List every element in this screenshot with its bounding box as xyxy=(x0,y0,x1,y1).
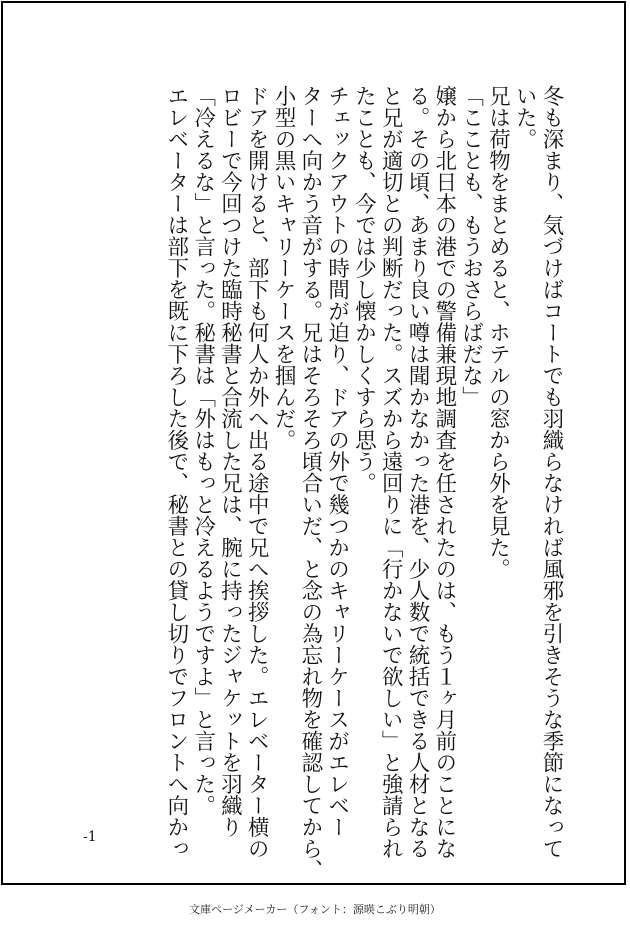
text-line: 小型の黒いキャリーケースを掴んだ。 xyxy=(271,85,297,451)
text-line: ドアを開けると、部下も何人か外へ出る途中で兄へ挨拶した。エレベーター横の xyxy=(244,85,270,859)
text-line: と兄が適切との判断だった。スズから遠回りに「行かないで欲しい」と強請られ xyxy=(378,85,404,859)
text-line: 「こことも、もうおさらばだな」 xyxy=(458,85,484,408)
text-line: たことも、今では少し懐かしくすら思う。 xyxy=(351,85,377,494)
text-line: る。その頃、あまり良い噂は聞かなかった港を、少人数で統括できる人材となる xyxy=(405,85,431,859)
vertical-text-body xyxy=(162,85,564,881)
text-line: 兄は荷物をまとめると、ホテルの窓から外を見た。 xyxy=(485,85,511,580)
text-line: 冬も深まり、気づけばコートでも羽織らなければ風邪を引きそうな季節になって xyxy=(539,85,564,859)
text-line: いた。 xyxy=(512,85,538,150)
text-line: 「冷えるな」と言った。秘書は「外はもっと冷えるようですよ」と言った。 xyxy=(190,85,216,816)
text-line: ターへ向かう音がする。兄はそろそろ頃合いだ、と念の為忘れ物を確認してから、 xyxy=(297,85,323,881)
text-line: チェックアウトの時間が迫り、ドアの外で幾つかのキャリーケースがエレベー xyxy=(324,85,350,838)
text-line: ロビーで今回つけた臨時秘書と合流した兄は、腕に持ったジャケットを羽織り xyxy=(217,85,243,838)
text-line: エレベーターは部下を既に下ろした後で、秘書との貸し切りでフロントへ向かっ xyxy=(163,85,189,859)
book-page xyxy=(1,1,626,885)
text-line: 嬢から北日本の港での警備兼現地調査を任されたのは、もう１ヶ月前のことにな xyxy=(431,85,457,859)
page-number: -1 xyxy=(83,829,97,845)
footer-caption: 文庫ページメーカー（フォント：源暎こぶり明朝） xyxy=(189,903,441,916)
